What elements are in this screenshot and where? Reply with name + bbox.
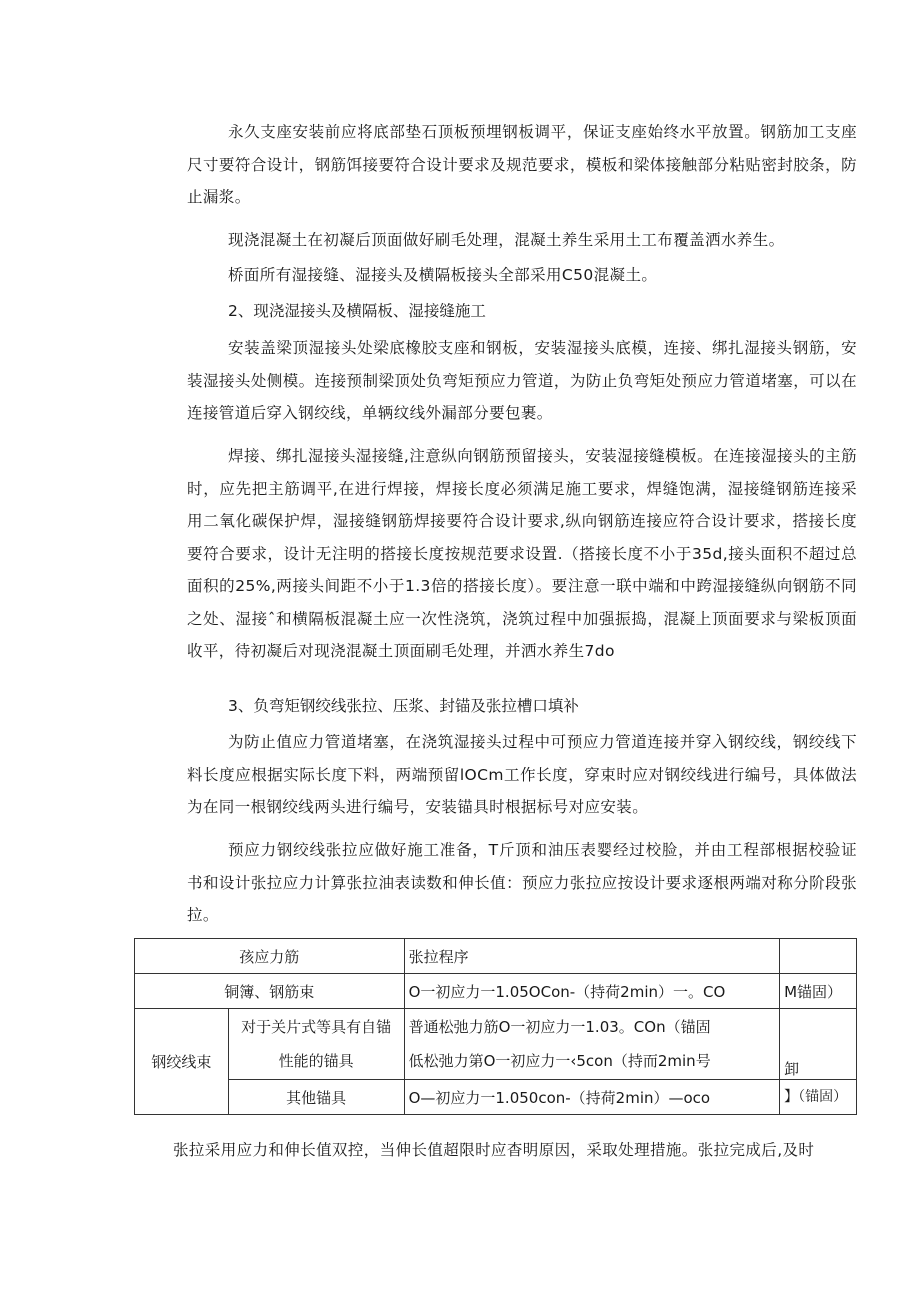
header-tendon: 孩应力筋 (135, 939, 405, 974)
cell-relaxation (404, 1009, 780, 1080)
table-row (135, 1009, 857, 1080)
table-header-row (135, 939, 857, 974)
header-procedure: 张拉程序 (404, 939, 780, 974)
cell-strand: 钢绞线束 (135, 1009, 229, 1115)
cell-steel-bar-procedure: O一初应力一1.05OCon-（持荷2min）一。CO (404, 974, 780, 1009)
cell-unload: 卸 (780, 1009, 857, 1080)
table-row (135, 1080, 857, 1115)
table-row (135, 974, 857, 1009)
paragraph-tensioning-prep: 预应力钢绞线张拉应做好施工准备，T斤顶和油压表婴经过校脸，并由工程部根据校验证书和设计张拉应力计算张拉油表读数和伸长值：预应力张拉应按设计要求逐根两端对称分阶段张拉。 (187, 841, 857, 924)
cell-steel-bar: 铜簿、钢筋束 (135, 974, 405, 1009)
cell-relaxation-normal: 普通松弛力筋O一初应力一1.03。COn（锚固 (408, 1018, 711, 1036)
cell-self-anchoring-line-1: 对于关片式等具有自锚 (241, 1018, 392, 1036)
tensioning-procedure-table (134, 938, 857, 1115)
cell-other-anchor: 其他锚具 (228, 1080, 404, 1115)
cell-relaxation-low: 低松弛力第O一初应力一‹5con（持而2min号 (408, 1052, 711, 1070)
section-heading-2: 2、现浇湿接头及横隔板、湿接缝施工 (228, 302, 486, 320)
cell-self-anchoring-line-2: 性能的锚具 (278, 1052, 354, 1070)
paragraph-duct-blockage: 为防止值应力管道堵塞，在浇筑湿接头过程中可预应力管道连接并穿入钢绞线，钢绞线下料长度应根据实际长度下料，两端预留lOCm工作长度，穿束时应对钢绞线进行编号，具体做法为在同一根钢绞线两头进行编号，安装锚具时根据标号对应安装。 (187, 733, 857, 816)
cell-other-anchor-procedure: O—初应力一1.050con-（持荷2min）—oco (404, 1080, 780, 1115)
paragraph-c50-concrete: 桥面所有湿接缝、湿接头及横隔板接头全部采用C50混凝土。 (228, 266, 658, 284)
cell-anchor: M锚固） (780, 974, 857, 1009)
section-heading-3: 3、负弯矩钢绞线张拉、压浆、封锚及张拉槽口填补 (228, 697, 579, 715)
paragraph-welding: 焊接、绑扎湿接头湿接缝,注意纵向钢筋预留接头，安装湿接缝模板。在连接湿接头的主筋时，应先把主筋调平,在进行焊接，焊接长度必须满足施工要求，焊缝饱满，湿接缝钢筋连接采用二氧化碳保护焊，湿接缝钢筋焊接要符合设计要求,纵向钢筋连接应符合设计要求，搭接长度要符合要求，设计无注明的搭接长度按规范要求设置.（搭接长度不小于35d,接头面积不超过总面积的25%,两接头间距不小于1.3倍的搭接长度）。要注意一联中端和中跨湿接缝纵向钢筋不同之处、湿接ˆ和横隔板混凝土应一次性浇筑，浇筑过程中加强振捣，混凝上顶面要求与梁板顶面收平，待初凝后对现浇混凝土顶面刷毛处理，并洒水养生7do (187, 447, 857, 660)
paragraph-wet-joint-install: 安装盖梁顶湿接头处梁底橡胶支座和钢板，安装湿接头底模，连接、绑扎湿接头钢筋，安装湿接头处侧模。连接预制梁顶处负弯矩预应力管道，为防止负弯矩处预应力管道堵塞，可以在连接管道后穿入钢绞线，单辆纹线外漏部分要包裹。 (187, 339, 857, 422)
paragraph-concrete-curing: 现浇混凝土在初凝后顶面做好刷毛处理，混凝土养生采用土工布覆盖洒水养生。 (228, 231, 785, 249)
header-empty (780, 939, 857, 974)
cell-anchor-2: 】（锚固） (780, 1080, 857, 1115)
paragraph-support-install: 永久支座安装前应将底部垫石顶板预埋钢板调平，保证支座始终水平放置。钢筋加工支座尺寸要符合设计，钢筋饵接要符合设计要求及规范要求，模板和梁体接触部分粘贴密封胶条，防止漏浆。 (187, 123, 857, 206)
cell-self-anchoring (228, 1009, 404, 1080)
paragraph-dual-control: 张拉采用应力和伸长值双控，当伸长值超限时应杳明原因，采取处理措施。张拉完成后,及时 (173, 1141, 815, 1159)
